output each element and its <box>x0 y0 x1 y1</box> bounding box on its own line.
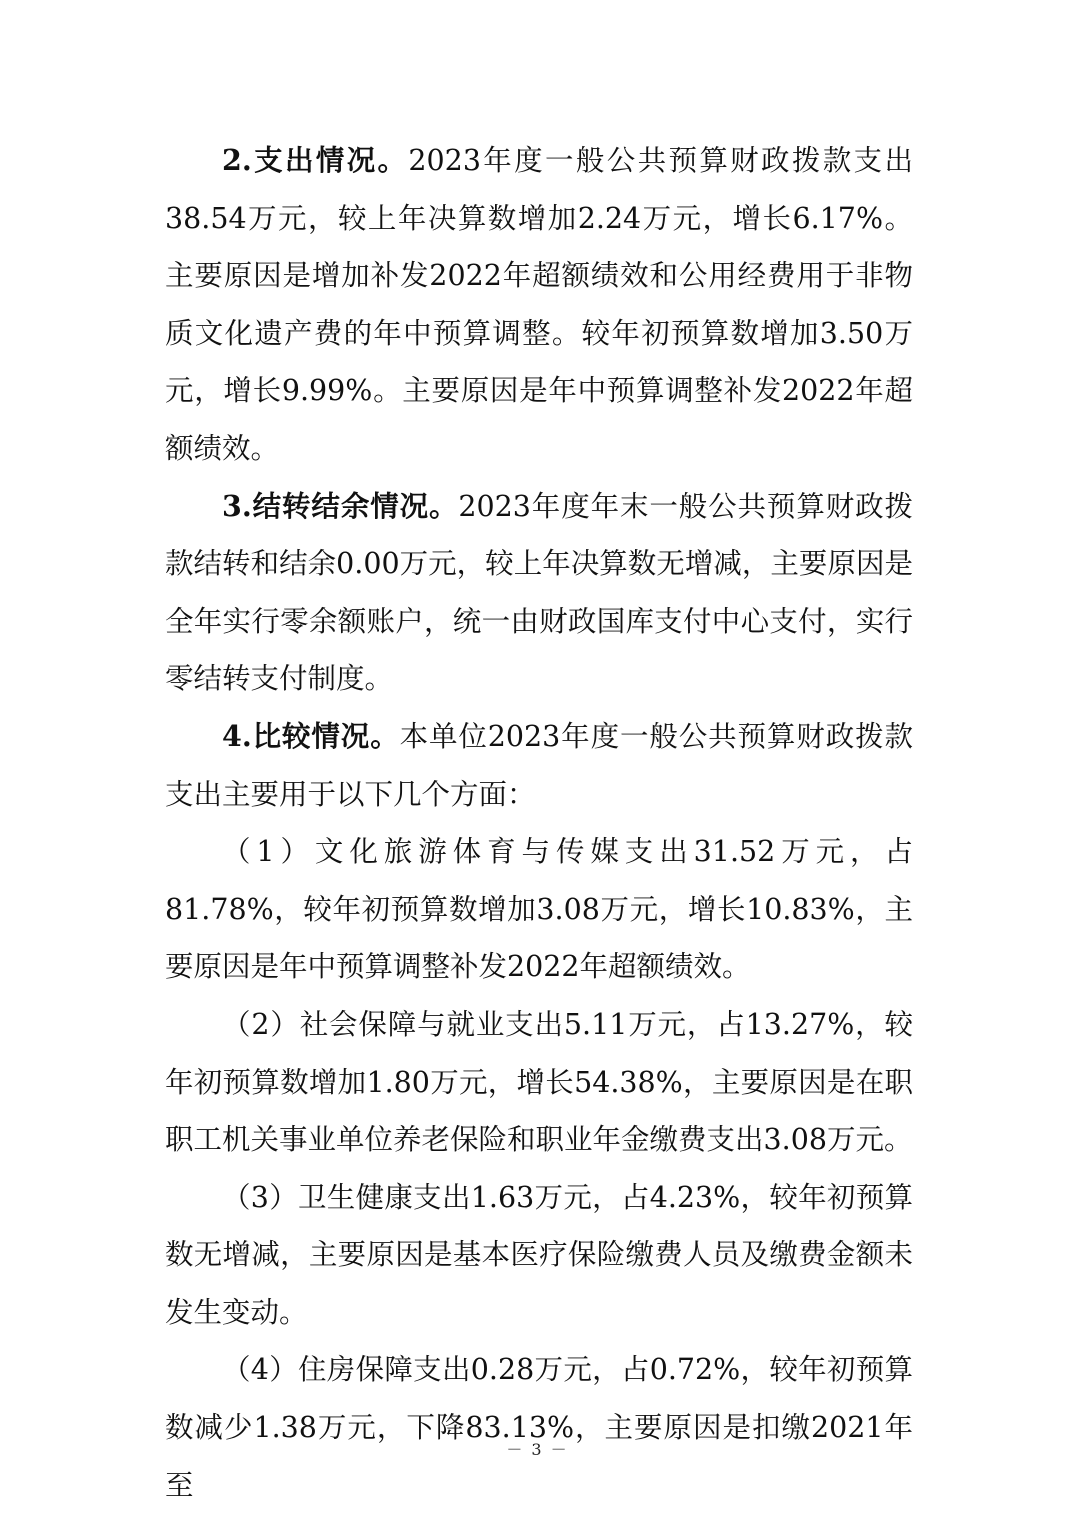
text-carryover: 2023年度年末一般公共预算财政拨款结转和结余0.00万元，较上年决算数无增减，主要原因是全年实行零余额账户，统一由财政国库支付中心支付，实行零结转支付制度。 <box>165 489 913 696</box>
heading-carryover: 3.结转结余情况。 <box>222 488 459 523</box>
paragraph-comparison <box>165 708 913 823</box>
list-item-health: （3）卫生健康支出1.63万元，占4.23%，较年初预算数无增减，主要原因是基本医疗保险缴费人员及缴费金额未发生变动。 <box>165 1180 913 1329</box>
heading-expenditure: 2.支出情况。 <box>222 143 409 177</box>
list-item-social-security: （2）社会保障与就业支出5.11万元，占13.27%，较年初预算数增加1.80万元，增长54.38%，主要原因是在职职工机关事业单位养老保险和职业年金缴费支出3.08万元。 <box>165 1007 913 1157</box>
text-expenditure: 2023年度一般公共预算财政拨款支出38.54万元，较上年决算数增加2.24万元，增长6.17%。主要原因是增加补发2022年超额绩效和公用经费用于非物质文化遗产费的年中预算调整。较年初预算数增加3.50万元，增长9.99%。主要原因是年中预算调整补发2022年超额绩效。 <box>165 144 913 465</box>
page-number: － 3 － <box>506 1440 569 1459</box>
heading-comparison: 4.比较情况。 <box>222 718 400 753</box>
document-body <box>165 132 913 1514</box>
paragraph-expenditure <box>165 132 913 478</box>
list-item-housing: （4）住房保障支出0.28万元，占0.72%，较年初预算数减少1.38万元，下降83.13%，主要原因是扣缴2021年至 <box>165 1353 913 1502</box>
list-item-culture-tourism: （1）文化旅游体育与传媒支出31.52万元，占81.78%，较年初预算数增加3.08万元，增长10.83%，主要原因是年中预算调整补发2022年超额绩效。 <box>165 835 913 984</box>
text-comparison: 本单位2023年度一般公共预算财政拨款支出主要用于以下几个方面： <box>165 719 913 811</box>
paragraph-carryover <box>165 478 913 708</box>
